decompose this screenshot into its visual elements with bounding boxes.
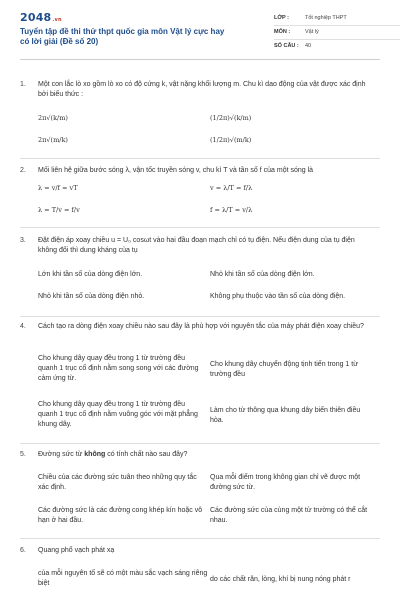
option-b[interactable]: Nhỏ khi tần số của dòng điện lớn.	[210, 271, 315, 278]
option-b[interactable]: Qua mỗi điểm trong không gian chỉ vẽ được một đường sức từ.	[210, 474, 361, 492]
divider	[20, 538, 380, 539]
option-a[interactable]: Lớn khi tần số của dòng điện lớn.	[38, 271, 143, 278]
option-d[interactable]: (1/2π)√(m/k)	[210, 136, 252, 144]
document-header	[20, 0, 380, 60]
meta-label: LỚP :	[274, 14, 289, 21]
option-c[interactable]: λ = T/v = f/v	[38, 206, 80, 214]
option-b[interactable]: do các chất rắn, lỏng, khí bị nung nóng phát r	[210, 576, 351, 583]
document-meta	[274, 12, 400, 54]
meta-value: 40	[305, 43, 312, 50]
option-b[interactable]: v = λ/T = f/λ	[210, 184, 253, 192]
question-1	[20, 80, 380, 153]
option-d[interactable]: Làm cho từ thông qua khung dây biến thiên điều hòa.	[210, 407, 361, 425]
meta-label: SỐ CÂU :	[274, 43, 299, 50]
question-number: 5.	[20, 451, 26, 458]
option-c[interactable]: Nhỏ khi tần số của dòng điện nhỏ.	[38, 293, 145, 300]
question-number: 1.	[20, 81, 26, 88]
question-number: 4.	[20, 323, 26, 330]
meta-row-class	[274, 12, 400, 26]
question-number: 3.	[20, 237, 26, 244]
meta-row-count	[274, 40, 400, 54]
meta-value: Vật lý	[305, 28, 319, 35]
question-text: Đặt điện áp xoay chiều u = U₀ cosωt vào hai đầu đoạn mạch chỉ có tụ điện. Nếu điện dung của tụ điện không đổi thì dung kháng của tụ	[38, 237, 355, 255]
option-b[interactable]: Cho khung dây chuyển động tịnh tiến trong 1 từ trường đều	[210, 361, 358, 379]
question-text: Một con lắc lò xo gồm lò xo có độ cứng k, vật nặng khối lượng m. Chu kì dao động của vật được xác định bởi biểu thức :	[38, 81, 366, 99]
emphasis: không	[84, 451, 106, 458]
option-c[interactable]: Các đường sức là các đường cong khép kín hoặc vô hạn ở hai đầu.	[38, 507, 203, 525]
option-c[interactable]: Cho khung dây quay đều trong 1 từ trường đều quanh 1 trục cố định nằm vuông góc với mặt phẳng khung dây.	[38, 401, 198, 429]
divider	[20, 316, 380, 317]
option-a[interactable]: của mỗi nguyên tố sẽ có một màu sắc vạch sáng riêng biệt	[38, 570, 208, 588]
question-3	[20, 236, 380, 308]
option-c[interactable]: 2π√(m/k)	[38, 136, 68, 144]
question-text: Quang phổ vạch phát xạ	[38, 547, 115, 554]
meta-value: Tốt nghiệp THPT	[305, 14, 347, 21]
option-b[interactable]: (1/2π)√(k/m)	[210, 114, 252, 122]
divider	[20, 443, 380, 444]
question-2	[20, 166, 380, 218]
option-d[interactable]: f = λ/T = v/λ	[210, 206, 253, 214]
meta-label: MÔN :	[274, 28, 291, 35]
document-title: Tuyển tập đề thi thử thpt quốc gia môn Vật lý cực hay có lời giải (Đề số 20)	[20, 27, 225, 47]
question-4	[20, 322, 380, 442]
option-d[interactable]: Các đường sức của cùng một từ trường có thể cắt nhau.	[210, 507, 368, 525]
question-text: Mối liên hệ giữa bước sóng λ, vận tốc truyền sóng v, chu kì T và tần số f của một sóng là	[38, 167, 314, 174]
divider	[20, 158, 380, 159]
option-d[interactable]: Không phụ thuộc vào tần số của dòng điện.	[210, 293, 346, 300]
option-a[interactable]: 2π√(k/m)	[38, 114, 68, 122]
question-number: 6.	[20, 547, 26, 554]
question-number: 2.	[20, 167, 26, 174]
question-6	[20, 546, 380, 600]
option-a[interactable]: Chiều của các đường sức tuân theo những quy tắc xác định.	[38, 474, 197, 492]
question-5	[20, 450, 380, 535]
question-text: Cách tạo ra dòng điện xoay chiều nào sau đây là phù hợp với nguyên tắc của máy phát điện xoay chiều?	[38, 323, 364, 330]
divider	[20, 227, 380, 228]
question-text: Đường sức từ không có tính chất nào sau đây?	[38, 451, 188, 458]
option-a[interactable]: Cho khung dây quay đều trong 1 từ trường đều quanh 1 trục cố định nằm song song với các đường cảm ứng từ.	[38, 355, 199, 383]
site-logo[interactable]: 2048.vn	[20, 11, 62, 24]
option-a[interactable]: λ = v/f = vT	[38, 184, 78, 192]
meta-row-subject	[274, 26, 400, 40]
